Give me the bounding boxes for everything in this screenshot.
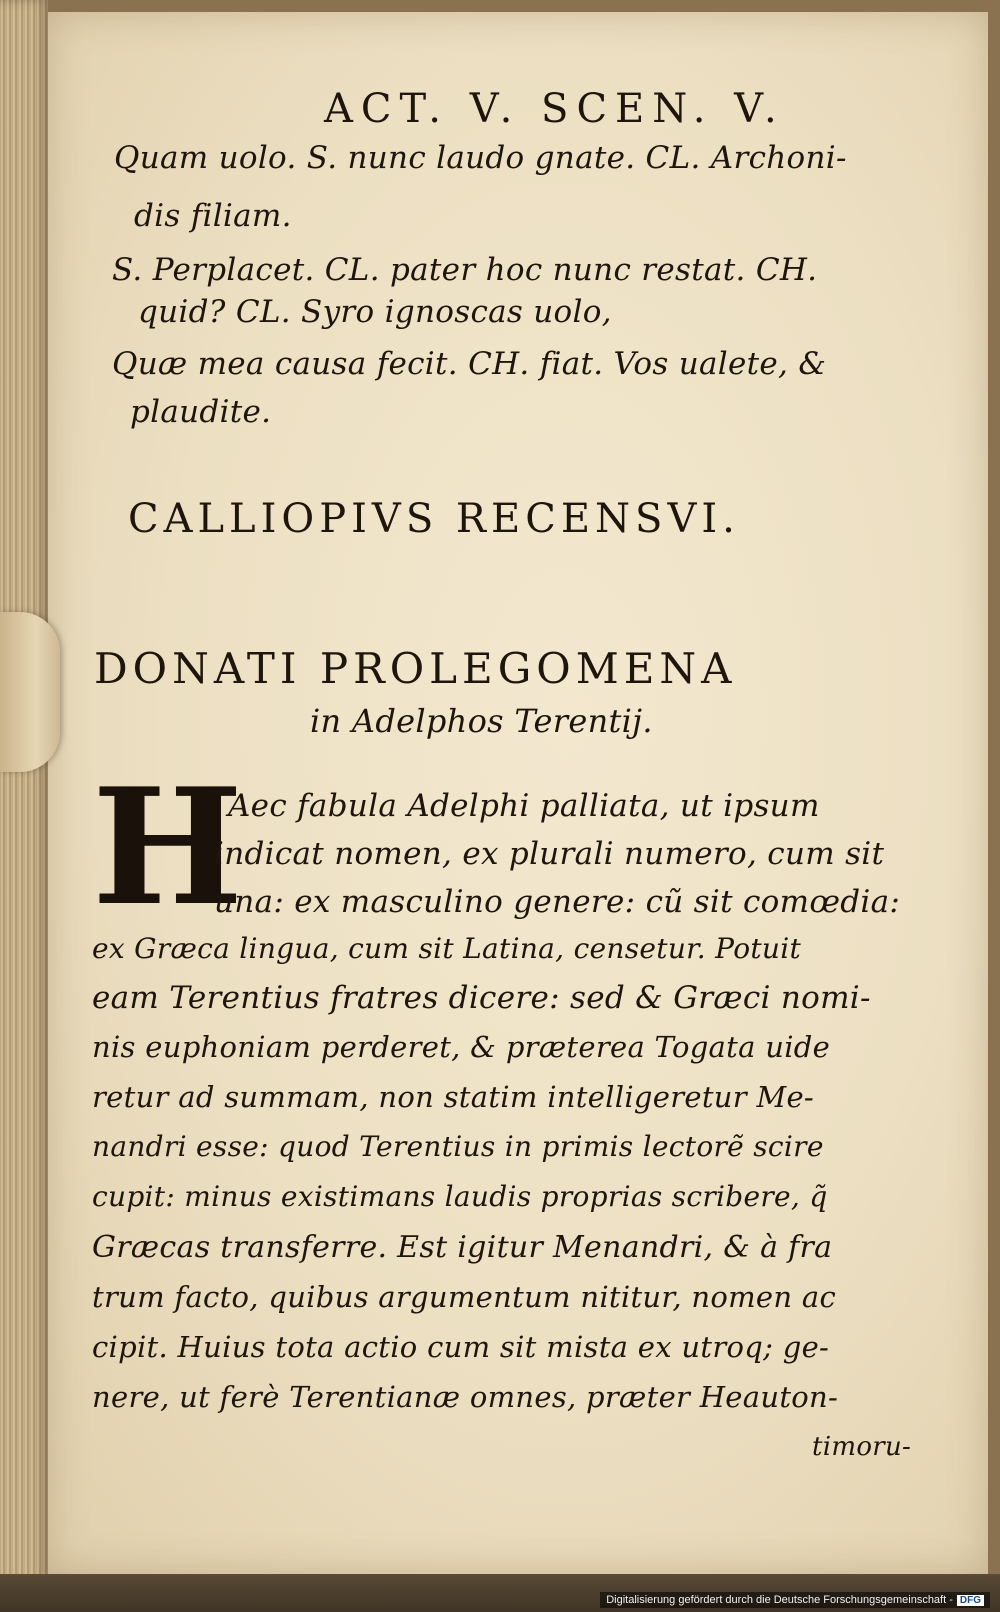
page-fold-tab [0, 612, 60, 772]
prose-line: ex Græca lingua, cum sit Latina, censetur. Potuit [92, 932, 802, 965]
prose-line: nis euphoniam perderet, & præterea Togata uide [92, 1030, 831, 1064]
verse-line: Quæ mea causa fecit. CH. fiat. Vos ualete, & [112, 346, 827, 382]
book-page-edges [0, 0, 48, 1612]
prose-line: trum facto, quibus argumentum nititur, nomen ac [92, 1280, 837, 1314]
prose-line: Græcas transferre. Est igitur Menandri, & à fra [92, 1230, 833, 1265]
book-page [48, 12, 988, 1574]
prose-line: una: ex masculino genere: cũ sit comœdia: [214, 884, 901, 920]
verse-line: Quam uolo. S. nunc laudo gnate. CL. Archoni- [114, 140, 847, 176]
prose-line: indicat nomen, ex plurali numero, cum sit [214, 836, 885, 872]
verse-line: dis filiam. [134, 198, 292, 234]
digitization-credit [600, 1592, 990, 1608]
prose-line: retur ad summam, non statim intelligeretur Me- [92, 1080, 815, 1114]
section-title: DONATI PROLEGOMENA [94, 644, 737, 693]
credit-text: Digitalisierung gefördert durch die Deutsche Forschungsgemeinschaft - [606, 1594, 953, 1606]
drop-cap: H [92, 753, 244, 941]
verse-line: S. Perplacet. CL. pater hoc nunc restat. CH. [112, 252, 818, 288]
colophon: CALLIOPIVS RECENSVI. [128, 496, 740, 542]
prose-line: Aec fabula Adelphi palliata, ut ipsum [228, 788, 820, 824]
prose-line: cipit. Huius tota actio cum sit mista ex utroq; ge- [92, 1330, 830, 1364]
dfg-logo-icon: DFG [957, 1595, 984, 1606]
section-subtitle: in Adelphos Terentij. [310, 702, 653, 740]
catchword: timoru- [812, 1432, 912, 1462]
prose-line: eam Terentius fratres dicere: sed & Græci nomi- [92, 980, 871, 1016]
prose-line: nere, ut ferè Terentianæ omnes, præter Heauton- [92, 1380, 839, 1414]
running-head: ACT. V. SCEN. V. [324, 86, 785, 132]
verse-line: quid? CL. Syro ignoscas uolo, [138, 294, 612, 330]
scan-bottom-strip [0, 1574, 1000, 1612]
verse-line: plaudite. [130, 394, 272, 430]
prose-line: cupit: minus existimans laudis proprias scribere, q̃ [92, 1180, 828, 1213]
prose-line: nandri esse: quod Terentius in primis lectorẽ scire [92, 1130, 824, 1163]
